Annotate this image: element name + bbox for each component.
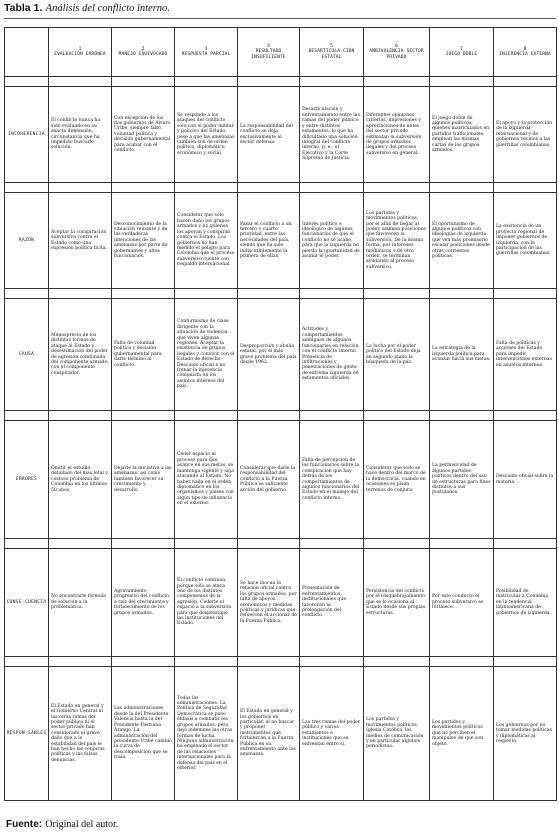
table-cell: Los partidos y movimientos políticos, Iglesia Católica, los medios de comunicación y en particular algunos periodistas.: [364, 667, 430, 801]
table-cell: Considerar que darle la responsabilidad del conflicto a la Fuerza Pública es suficiente acción del gobierno.: [238, 421, 300, 539]
table-row-razon: [5, 193, 557, 289]
row-spacer: [5, 411, 557, 421]
column-header: 1 EVALUACIÓN ERRÓNEA: [49, 28, 112, 77]
table-cell: El Estado en general y el Gobierno Central ni las otras ramas del poder público ni el sector privado han considerado el grave daño que a la estabilidad del país le han hecho las conjuras políticas y las falsas denuncias.: [49, 667, 112, 801]
table-cell: Dejarle la iniciativa a las amenazas, así como también favorecer su crecimiento y desarrollo.: [112, 421, 175, 539]
row-spacer: [5, 657, 557, 667]
table-cell: Por este conducto el proceso subversivo se fortalece.: [430, 549, 494, 657]
table-cell: El apoyo y la protección de la izquierda internacional y de gobiernos vecinos a las guerrillas colombianas.: [494, 87, 557, 183]
table-cell: Las administraciones desde la del Presidente Valencia hasta la del Presidente Pastrana Arango. La administración del presidente Uribe cambió la curva de descomposición que se traía.: [112, 667, 175, 801]
source-text: Original del autor.: [45, 819, 119, 830]
table-cell: El Estado en general y los gobiernos en particular, al no buscar y proponer instrumentos que fortalezcan a la Fuerza Pública en su enfrentamiento ante las amenazas.: [238, 667, 300, 801]
row-header: RAZÓN: [5, 193, 49, 289]
table-cell: La estrategia de la izquierda política para avanzar hacia sus metas.: [430, 299, 494, 411]
table-cell: El conflicto nunca ha sido evaluado en su exacta dimensión, circunstancia que ha impedido buscarle solución.: [49, 87, 112, 183]
row-header: CAUSA: [5, 299, 49, 411]
table-cell: Los partidos y movimientos políticos, por el afán de llegar al poder, asumen posiciones que favorecen la subversión. De la misma forma, por intereses mediáticos o de otro orden, se terminan ayudando al proceso subversivo.: [364, 193, 430, 289]
table-cell: Los gobiernos por no tomar medidas políticas y diplomáticas al respecto.: [494, 667, 557, 801]
table-cell: Presentación de enfrentamientos institucionales que favorecen la prolongación del conflicto.: [300, 549, 364, 657]
row-spacer: [5, 289, 557, 299]
table-cell: Omitir el estudio detallado del más letal y costoso problema de Colombia en los últimos 50 años.: [49, 421, 112, 539]
table-cell: Se hace inocua la relación oficial contra los grupos armados, por falta de apoyos económicos y medidas políticas y jurídicas que refuercen el accionar de la Fuerza Pública.: [238, 549, 300, 657]
table-cell: Las tres ramas del poder público y varios estamentos e instituciones que se enfrentan entre sí.: [300, 667, 364, 801]
table-cell: Actitudes y comportamientos ambiguos de algunos funcionarios en relación con el conflicto interno. Presencia de infiltraciones y penetraciones de gente de extrema izquierda en estamentos oficiales.: [300, 299, 364, 411]
caption-divider: [4, 18, 556, 19]
table-cell: Desproporción y abulia estatal, por el más grave problema del país desde 1962.: [238, 299, 300, 411]
table-cell: Ceder espacio al proceso para que avance en sus metas, se mantenga vigente y siga atacando al Estado. No haber nada en el orden diplomático en los organismos y países con algún tipo de influencia en el exterior.: [175, 421, 238, 539]
row-spacer: [5, 183, 557, 193]
column-header: 5 DESARTICULA-CIÓN ESTATAL: [300, 28, 364, 77]
table-cell: Desconocimiento de la situación reinante y de las verdaderas intenciones de las amenazas por parte de gobernantes y altos funcionarios.: [112, 193, 175, 289]
column-header: 7 JUEGO DOBLE: [430, 28, 494, 77]
table-cell: El conflicto continúa, porque sólo se ataca uno de los distintos componentes de la agresión. Cederle el espacio a la subversión para que desprestigie las instituciones del Estado.: [175, 549, 238, 657]
row-spacer: [5, 539, 557, 549]
column-header: 4 RESULTADO INSUFICIENTE: [238, 28, 300, 77]
column-header: 3 RESPUESTA PARCIAL: [175, 28, 238, 77]
table-caption: [4, 2, 170, 14]
table-cell: Aceptar la conspiración subversiva contra el Estado como una expresión política lícita.: [49, 193, 112, 289]
table-cell: La responsabilidad del conflicto se deja exclusivamente al sector defensa.: [238, 87, 300, 183]
table-cell: La existencia de un proyecto regional de imponer gobiernos de izquierda, con la participación de las guerrillas colombianas.: [494, 193, 557, 289]
column-header: 6 AMBIVALENCIA SECTOR PRIVADO: [364, 28, 430, 77]
corner-cell: [5, 28, 49, 77]
table-row-consecuencia: [5, 549, 557, 657]
table-cell: El oportunismo de algunos políticos con ideologías de izquierda que ven más promisorio escalar posiciones desde otras corrientes políticas.: [430, 193, 494, 289]
table-cell: Menosprecio de los distintas formas de ataque al Estado y desestimación del poder de agresión combinada del componente armado, con el componente conspirador.: [49, 299, 112, 411]
row-spacer: [5, 77, 557, 87]
table-cell: Falta de voluntad política y decisión gubernamental para darle término al conflicto.: [112, 299, 175, 411]
table-row-incoherencia: [5, 87, 557, 183]
table-cell: Persistencia del conflicto por el resquebrajamiento que se le ocasiona al Estado desde sus propias estructuras.: [364, 549, 430, 657]
conflict-analysis-table: [4, 27, 557, 801]
table-cell: El juego doble de algunos políticos, quienes matriculados en partidos tradicionales, emplean las mismas cartas de los grupos armados.: [430, 87, 494, 183]
table-cell: Diferentes opiniones, criterios, impresiones y apreciaciones de entes del sector privado estimulan la subversión de grupos armados ilegales y del proceso subversivo en general.: [364, 87, 430, 183]
table-cell: Se responde a los ataques del conflicto sólo con el poder militar y policivo del Estado, pese a que las amenazas también son de orden político, diplomático, económico y social.: [175, 87, 238, 183]
source-note: [6, 819, 118, 830]
table-cell: La permisividad de algunos partidos políticos dentro del uso de estructuras para fines distintos a sus postulados.: [430, 421, 494, 539]
caption-label: Tabla 1.: [4, 2, 43, 14]
table-cell: Conformismo de clase dirigente con la situación de violencia que viven algunas regiones. Aceptar la existencia de grupos ilegales y convivir con el Estado de derecho. Descuido oficial a no frenar la injerencia comunista en los asuntos internos del país.: [175, 299, 238, 411]
table-cell: Considerar que todo se hace dentro del marco de la democracia, cuando en ocasiones se pisan terrenos de conjura.: [364, 421, 430, 539]
table-cell: La lucha por el poder político del Estado deja en segundo plano la búsqueda de la paz.: [364, 299, 430, 411]
table-cell: Falta de políticas y acciones del Estado para impedir intervenciones externas en asuntos internos.: [494, 299, 557, 411]
column-header: 2 MANEJO EQUIVOCADO: [112, 28, 175, 77]
source-label: Fuente:: [6, 819, 43, 830]
header-row: [5, 28, 557, 77]
table-row-responsables: [5, 667, 557, 801]
table-cell: Considerar que sólo hacen daño los grupos armados y no quienes los apoyan y conspiran contra el Estado. Los gobiernos no han medido el peligro para Colombia que el proceso subversivo cuente con respaldo internacional.: [175, 193, 238, 289]
table-cell: Todas las administraciones. La Política de Seguridad Democrática se puso énfasis a combatir los grupos armados, pero dejó indemnes las otras formas de lucha. Ninguna administración ha empleado el sector de las relaciones internacionales para la defensa del país en el exterior.: [175, 667, 238, 801]
row-header: RESPON-SABLES: [5, 667, 49, 801]
table-cell: Los partidos y movimientos políticos que no perciben el manipuleo de que son objeto.: [430, 667, 494, 801]
table-cell: Descuido oficial sobre la materia.: [494, 421, 557, 539]
table-cell: Con excepción de los dos gobiernos de Álvaro Uribe, siempre faltó voluntad política y decisión gubernamental para acabar con el conflicto.: [112, 87, 175, 183]
table-cell: Desarticulación y enfrentamiento entre las ramas del poder público y entre distintos estamentos, lo que ha dificultado una solución integral del conflicto interno, p. e., el Ejecutivo y la Corte Suprema de Justicia.: [300, 87, 364, 183]
table-cell: Interés político e ideológico de algunos funcionarios de que el conflicto no se acabe, para que la izquierda no pierda la oportunidad de asumir el poder.: [300, 193, 364, 289]
table-cell: No encontrarle fórmula de solución a la problemática.: [49, 549, 112, 657]
table-cell: Falta de percepción de los funcionarios sobre la conspiración que hay detrás de los comportamientos de algunos funcionarios del Estado en el manejo del conflicto interno.: [300, 421, 364, 539]
row-header: INCOHERENCIA: [5, 87, 49, 183]
table-row-causa: [5, 299, 557, 411]
column-header: 8 INJERENCIA EXTERNA: [494, 28, 557, 77]
table-cell: Pasar el conflicto a un tercero o cuarto prioridad, entre las necesidades del país, siendo que ha sido indiscutiblemente la primera de ellas.: [238, 193, 300, 289]
table-cell: Posibilidad de matricular a Colombia en la tendencia latinoamericana de gobiernos de izquierda.: [494, 549, 557, 657]
table-row-errores: [5, 421, 557, 539]
row-header: ERRORES: [5, 421, 49, 539]
row-header: CONSE-CUENCIA: [5, 549, 49, 657]
caption-title: Análisis del conflicto interno.: [45, 3, 170, 14]
table-cell: Agravamiento progresivo del conflicto, a raíz del crecimiento y fortalecimiento de los grupos armados.: [112, 549, 175, 657]
